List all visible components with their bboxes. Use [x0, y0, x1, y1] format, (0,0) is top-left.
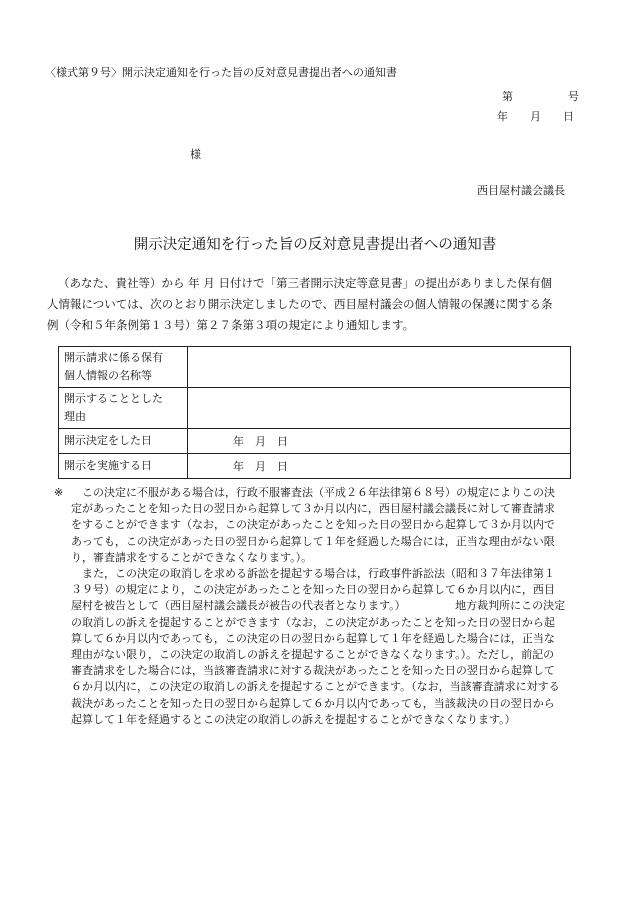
note-line: 起算して１年を経過するとこの決定の取消しの訴えを提起することができなくなります。） — [71, 712, 516, 726]
note-line: ６か月以内に，この決定の取消しの訴えを提起することができます。（なお，当該審査請求に対する — [71, 680, 560, 694]
note-line: り，審査請求をすることができなくなります。）。 — [71, 550, 313, 564]
body-line: 人情報については、次のとおり開示決定しましたので、西目屋村議会の個人情報の保護に関する条 — [47, 297, 553, 311]
note-line: 算して６か月以内であっても，この決定の日の翌日から起算して１年を経過した場合には，正当な — [71, 631, 555, 645]
document-title: 開示決定通知を行った旨の反対意見書提出者への通知書 — [133, 237, 497, 253]
table-value-cell: 年 月 日 — [188, 454, 571, 479]
note-line: 裁決があったことを知った日の翌日から起算して６か月以内であっても，当該裁決の日の翌日から — [71, 696, 555, 710]
sender-name: 西目屋村議会議長 — [477, 184, 565, 197]
label-line: 開示することとした — [64, 392, 163, 405]
table-row — [59, 347, 571, 388]
table-row — [59, 454, 571, 479]
disclosure-info-table — [58, 346, 571, 479]
note-line: をすることができます（なお，この決定があったことを知った日の翌日から起算して３か月以内で — [71, 518, 555, 532]
body-line: 例（令和５年条例第１３号）第２７条第３項の規定により通知します。 — [47, 318, 415, 332]
body-paragraph — [47, 273, 587, 336]
note-line: ３９号）の規定により，この決定があったことを知った日の翌日から起算して６か月以内に，西目 — [71, 583, 555, 597]
document-date: 年 月 日 — [497, 110, 574, 123]
table-label-cell — [59, 347, 188, 388]
note-line: あっても，この決定があった日の翌日から起算して１年を経過した場合には，正当な理由がない限 — [71, 534, 555, 548]
note-mark: ※ — [54, 486, 64, 499]
note-line: また，この決定の取消しを求める訴訟を提起する場合は，行政事件訴訟法（昭和３７年法律第１ — [71, 567, 555, 581]
table-label-cell — [59, 388, 188, 429]
table-row — [59, 429, 571, 454]
note-line: この決定に不服がある場合は，行政不服審査法（平成２６年法律第６８号）の規定によりこの決 — [82, 486, 555, 499]
label-line: 開示請求に係る保有 — [64, 351, 163, 364]
form-label: 〈様式第９号〉開示決定通知を行った旨の反対意見書提出者への通知書 — [45, 66, 397, 79]
table-value-cell — [188, 347, 571, 388]
document-number: 第 号 — [502, 90, 579, 103]
note-row — [54, 485, 594, 728]
note-line: の取消しの訴えを提起することができます（なお，この決定があったことを知った日の翌日から起 — [71, 615, 555, 629]
note-line: 定があったことを知った日の翌日から起算して３か月以内に，西目屋村議会議長に対して審査請求 — [71, 502, 555, 516]
note-line: 理由がない限り，この決定の取消しの訴えを提起することができなくなります。）。ただし，前記の — [71, 648, 555, 662]
label-line: 個人情報の名称等 — [64, 369, 152, 382]
table-value-cell: 年 月 日 — [188, 429, 571, 454]
note-body — [71, 485, 594, 728]
label-line: 理由 — [64, 410, 86, 423]
table-row — [59, 388, 571, 429]
note-line: 審査請求をした場合には，当該審査請求に対する裁決があったことを知った日の翌日から起算して — [71, 664, 555, 678]
body-line: （あなた、貴社等）から 年 月 日付けで「第三者開示決定等意見書」の提出がありました保有個 — [58, 276, 552, 290]
table-value-cell — [188, 388, 571, 429]
table-label-cell: 開示決定をした日 — [59, 429, 188, 454]
addressee-honorific: 様 — [190, 148, 201, 161]
notes-section — [54, 485, 594, 728]
table-label-cell: 開示を実施する日 — [59, 454, 188, 479]
note-line: 屋村を被告として（西目屋村議会議長が被告の代表者となります。） 地方裁判所にこの決定 — [71, 599, 566, 613]
